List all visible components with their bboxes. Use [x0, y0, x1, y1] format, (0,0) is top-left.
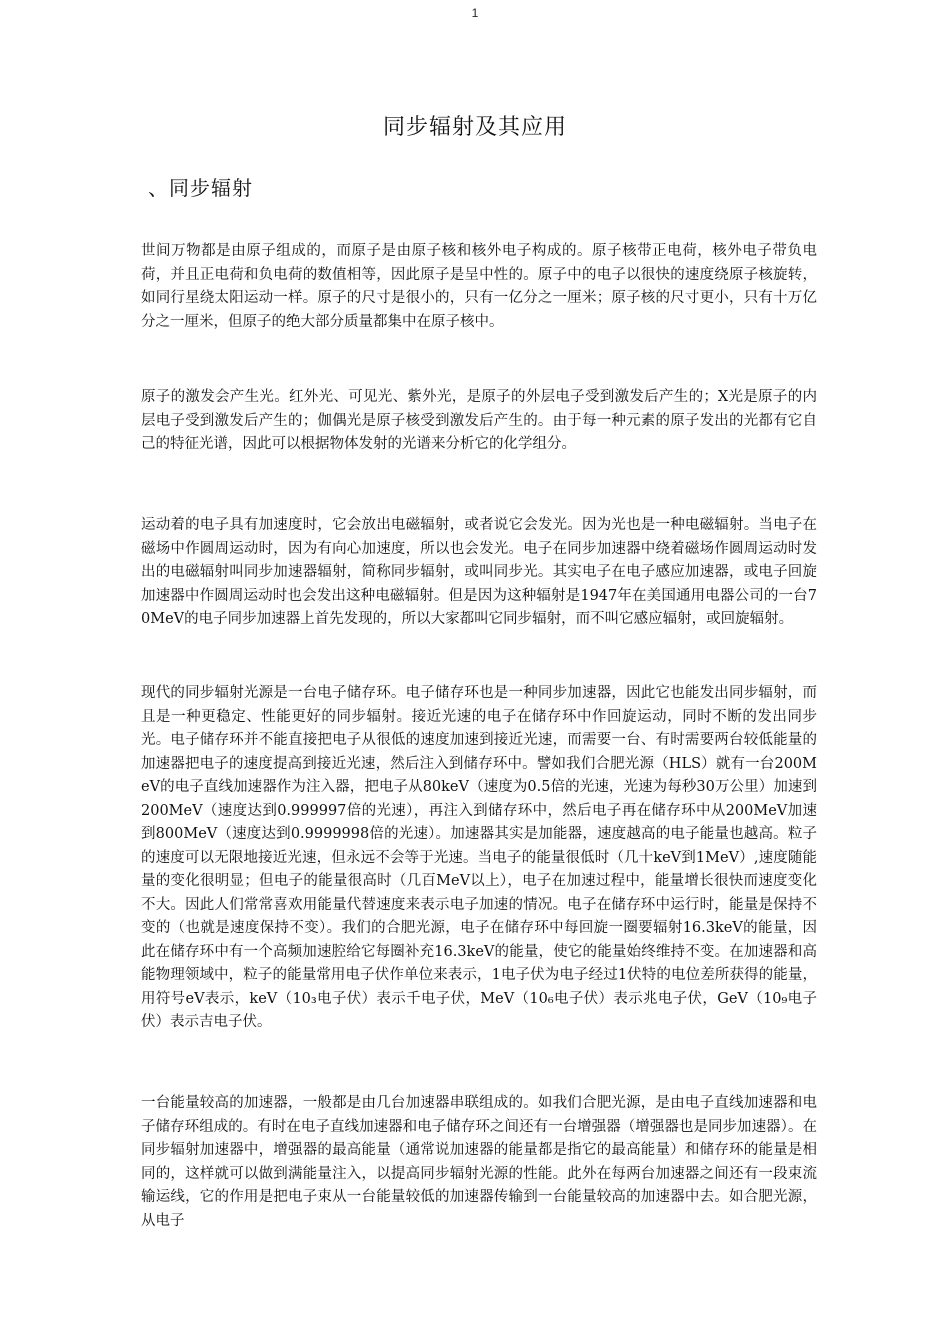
paragraph-synchrotron-radiation: 运动着的电子具有加速度时，它会放出电磁辐射，或者说它会发光。因为光也是一种电磁辐射。当电子在磁场中作圆周运动时，因为有向心加速度，所以也会发光。电子在同步加速器中绕着磁场作圆周运动时发出的电磁辐射叫同步加速器辐射，简称同步辐射，或叫同步光。其实电子在电子感应加速器，或电子回旋加速器中作圆周运动时也会发出这种电磁辐射。但是因为这种辐射是1947年在美国通用电器公司的一台70MeV的电子同步加速器上首先发现的，所以大家都叫它同步辐射，而不叫它感应辐射，或回旋辐射。 — [141, 517, 817, 627]
paragraph-storage-ring: 现代的同步辐射光源是一台电子储存环。电子储存环也是一种同步加速器，因此它也能发出同步辐射，而且是一种更稳定、性能更好的同步辐射。接近光速的电子在储存环中作回旋运动，同时不断的发出同步光。电子储存环并不能直接把电子从很低的速度加速到接近光速，而需要一台、有时需要两台较低能量的加速器把电子的速度提高到接近光速，然后注入到储存环中。譬如我们合肥光源（HLS）就有一台200MeV的电子直线加速器作为注入器，把电子从80keV（速度为0.5倍的光速，光速为每秒30万公里）加速到200MeV（速度达到0.999997倍的光速），再注入到储存环中，然后电子再在储存环中从200MeV加速到800MeV（速度达到0.9999998倍的光速）。加速器其实是加能器，速度越高的电子能量也越高。粒子的速度可以无限地接近光速，但永远不会等于光速。当电子的能量很低时（几十keV到1MeV）,速度随能量的变化很明显；但电子的能量很高时（几百MeV以上），电子在加速过程中，能量增长很快而速度变化不大。因此人们常常喜欢用能量代替速度来表示电子加速的情况。电子在储存环中运行时，能量是保持不变的（也就是速度保持不变）。我们的合肥光源，电子在储存环中每回旋一圈要辐射16.3keV的能量，因此在储存环中有一个高频加速腔给它每圈补充16.3keV的能量，使它的能量始终维持不变。在加速器和高能物理领域中，粒子的能量常用电子伏作单位来表示，1电子伏为电子经过1伏特的电位差所获得的能量，用符号eV表示，keV（10₃电子伏）表示千电子伏，MeV（10₆电子伏）表示兆电子伏，GeV（10₉电子伏）表示吉电子伏。 — [141, 685, 817, 1030]
paragraph-atoms: 世间万物都是由原子组成的，而原子是由原子核和核外电子构成的。原子核带正电荷，核外电子带负电荷，并且正电荷和负电荷的数值相等，因此原子是呈中性的。原子中的电子以很快的速度绕原子核旋转，如同行星绕太阳运动一样。原子的尺寸是很小的，只有一亿分之一厘米；原子核的尺寸更小，只有十万亿分之一厘米，但原子的绝大部分质量都集中在原子核中。 — [141, 243, 817, 330]
section-heading: 、同步辐射 — [148, 176, 253, 200]
document-title: 同步辐射及其应用 — [382, 115, 567, 140]
page-number: 1 — [471, 6, 479, 20]
paragraph-accelerator-chain: 一台能量较高的加速器，一般都是由几台加速器串联组成的。如我们合肥光源，是由电子直线加速器和电子储存环组成的。有时在电子直线加速器和电子储存环之间还有一台增强器（增强器也是同步加速器）。在同步辐射加速器中，增强器的最高能量（通常说加速器的能量都是指它的最高能量）和储存环的能量是相同的，这样就可以做到满能量注入，以提高同步辐射光源的性能。此外在每两台加速器之间还有一段束流输运线，它的作用是把电子束从一台能量较低的加速器传输到一台能量较高的加速器中去。如合肥光源，从电子 — [141, 1095, 817, 1229]
paragraph-atomic-excitation: 原子的激发会产生光。红外光、可见光、紫外光，是原子的外层电子受到激发后产生的；X光是原子的内层电子受到激发后产生的；伽偶光是原子核受到激发后产生的。由于每一种元素的原子发出的光都有它自己的特征光谱，因此可以根据物体发射的光谱来分析它的化学组分。 — [141, 389, 817, 452]
